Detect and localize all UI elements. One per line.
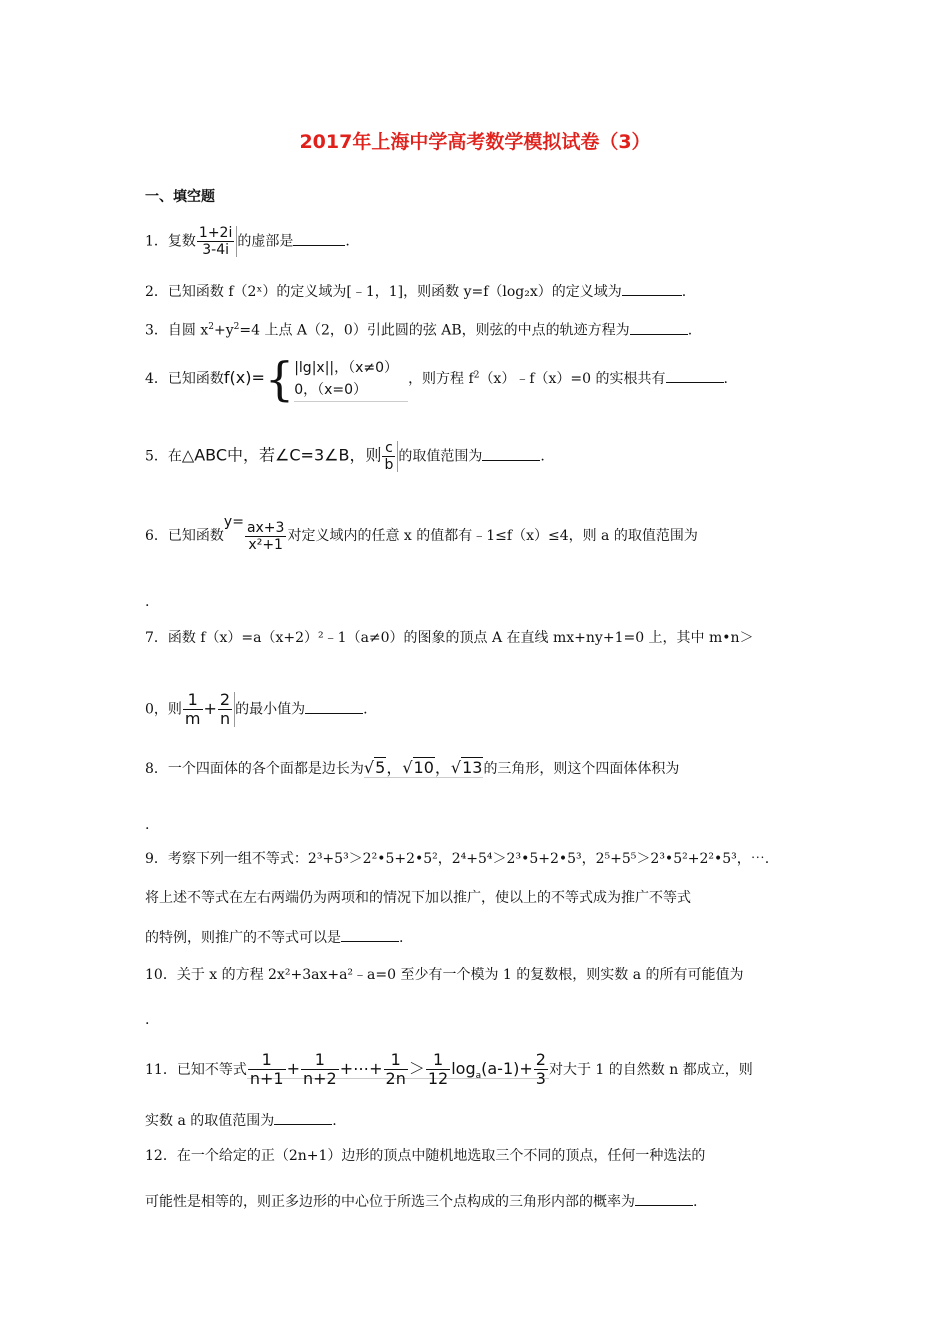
question-11-continued: [145, 1111, 337, 1131]
q6-y: y=: [223, 514, 244, 530]
page-title: 2017年上海中学高考数学模拟试卷（3）: [299, 131, 651, 153]
q12-period: .: [693, 1194, 698, 1210]
q6-period: .: [145, 594, 150, 610]
q4-brace: {: [264, 352, 295, 406]
answer-blank: [274, 1112, 332, 1125]
q1-denominator: 3-4i: [202, 242, 230, 258]
q11-frac2-den: n+2: [302, 1069, 337, 1088]
q7-period: .: [363, 701, 368, 718]
q1-period: .: [345, 233, 350, 250]
q4-text: ，则方程 f: [408, 371, 474, 387]
q11-frac1-num: 1: [248, 1052, 286, 1070]
q11-frac5-den: 3: [535, 1069, 546, 1088]
question-6: [145, 512, 698, 552]
q10-text: 10．关于 x 的方程 2x²+3ax+a²﹣a=0 至少有一个模为 1 的复数根，则实数 a 的所有可能值为: [145, 967, 744, 983]
q11-frac4-den: 12: [427, 1069, 449, 1088]
q7-frac2-num: 2: [219, 690, 231, 709]
q11-text: 对大于 1 的自然数 n 都成立，则: [548, 1062, 753, 1078]
answer-blank: [635, 1193, 693, 1206]
q4-text2: （x）﹣f（x）=0 的实根共有: [479, 371, 666, 387]
q3-text: =4 上点 A（2，0）引此圆的弦 AB，则弦的中点的轨迹方程为: [239, 322, 630, 339]
q4-case1: |lg|x||，（x≠0）: [294, 359, 399, 376]
section-heading: 一、填空题: [145, 189, 215, 205]
q4-cases: [294, 357, 408, 402]
q6-denominator: x²+1: [248, 536, 283, 553]
q2-text: 2．已知函数 f（2ˣ）的定义域为[﹣1，1]，则函数 y=f（log₂x）的定义域为: [145, 284, 622, 300]
q4-case2: 0，（x=0）: [294, 381, 368, 398]
answer-blank: [341, 929, 399, 942]
question-12-continued: [145, 1192, 697, 1212]
q5-text: 的取值范围为: [398, 448, 483, 465]
q11-gt: ＞: [408, 1059, 425, 1078]
q11-dots: +⋯+: [339, 1059, 383, 1078]
q1-prefix: 1．复数: [145, 233, 196, 250]
question-4: 4．已知函数f(x)={|lg|x||，（x≠0） 0，（x=0），则方程 $f^2(x)﹣f(x)=0$ 的实根共有 .: [145, 352, 728, 406]
q2-period: .: [681, 284, 687, 300]
question-7: [145, 628, 754, 648]
q7-plus: +: [203, 699, 217, 718]
q8-roots: √5，√10，√13: [363, 758, 483, 777]
q4-prefix: 4．已知函数: [145, 371, 224, 387]
q11-frac3-den: 2n: [385, 1069, 406, 1088]
q3-prefix: 3．自圆 x: [145, 322, 209, 339]
q8-period: .: [145, 817, 150, 833]
q11-frac2-num: 1: [301, 1052, 339, 1070]
q12-text: 12．在一个给定的正（2n+1）边形的顶点中随机地选取三个不同的顶点，任何一种选法的: [145, 1148, 706, 1164]
question-10: [145, 965, 744, 985]
q7-text2: 的最小值为: [235, 701, 306, 718]
q9-period: .: [399, 930, 404, 946]
q12-text2: 可能性是相等的，则正多边形的中心位于所选三个点构成的三角形内部的概率为: [145, 1194, 635, 1210]
q7-frac1-num: 1: [183, 692, 203, 710]
answer-blank: [622, 283, 682, 296]
q8-root1: 5: [375, 758, 386, 777]
q9-text: 9．考察下列一组不等式：2³+5³＞2²•5+2•5²，2⁴+5⁴＞2³•5+2•5³，2⁵+5⁵＞2³•5²+2²•5³，⋯.: [145, 851, 770, 867]
answer-blank: [482, 448, 540, 461]
question-2: [145, 282, 686, 302]
q4-function: f(x)=: [223, 368, 265, 387]
question-12: [145, 1146, 705, 1166]
question-10-continued: [145, 1010, 149, 1030]
q5-prefix: 5．在: [145, 448, 182, 465]
q8-text: 的三角形，则这个四面体体积为: [483, 761, 680, 777]
q8-prefix: 8．一个四面体的各个面都是边长为: [145, 761, 364, 777]
q11-frac1-den: n+1: [249, 1069, 284, 1088]
answer-blank: [666, 370, 724, 383]
q6-numerator: ax+3: [246, 519, 285, 536]
answer-blank: [630, 322, 688, 335]
q5-formula: △ABC中，若∠C=3∠B，则: [181, 445, 382, 465]
q10-period: .: [145, 1012, 150, 1028]
q4-period: .: [723, 371, 728, 387]
q7-prefix2: 0，则: [145, 701, 182, 718]
q11-formula: $\frac{1}{n+1}$ + $\frac{1}{n+2}$ +⋯+ $\frac{1}{2n}$ ＞ $\frac{1}{12}$ $\log_a(a-1)+$ $\frac{2}{3}$: [247, 1059, 549, 1079]
q11-frac3-num: 1: [384, 1052, 408, 1070]
q7-frac2-den: n: [219, 709, 231, 728]
question-5: [145, 441, 545, 472]
q5-numerator: c: [382, 441, 395, 457]
question-7-continued: [145, 692, 368, 727]
q6-prefix: 6．已知函数: [145, 528, 224, 544]
q11-text2: 实数 a 的取值范围为: [145, 1113, 275, 1129]
q5-denominator: b: [384, 457, 394, 473]
q11-frac5-num: 2: [535, 1050, 546, 1069]
q8-root2: 10: [413, 758, 434, 777]
q11-log-base: a: [475, 1071, 482, 1082]
q8-root3: 13: [462, 758, 483, 777]
q7-frac1-den: m: [184, 709, 201, 728]
q9-text3: 的特例，则推广的不等式可以是: [145, 930, 341, 946]
question-8-continued: [145, 815, 149, 835]
q5-period: .: [540, 448, 545, 465]
q6-text: 对定义域内的任意 x 的值都有﹣1≤f（x）≤4，则 a 的取值范围为: [287, 528, 698, 544]
q7-text: 7．函数 f（x）=a（x+2）²﹣1（a≠0）的图象的顶点 A 在直线 mx+ny+1=0 上，其中 m•n＞: [145, 630, 754, 646]
q9-text2: 将上述不等式在左右两端仍为两项和的情况下加以推广，使以上的不等式成为推广不等式: [145, 890, 691, 906]
question-9-line3: [145, 928, 403, 948]
q11-period: .: [332, 1113, 337, 1129]
q3-mid1: +y: [214, 322, 234, 339]
question-8: [145, 758, 679, 779]
q1-text: 的虚部是: [237, 233, 294, 250]
question-1: [145, 226, 350, 257]
q3-period: .: [687, 322, 693, 339]
question-3: 3．自圆 $x^2+y^2=4$ 上点 A（2，0）引此圆的弦 AB，则弦的中点的轨迹方程为 .: [145, 322, 693, 339]
question-9: [145, 849, 769, 869]
q11-frac4-num: 1: [426, 1052, 450, 1070]
q1-numerator: 1+2i: [198, 225, 233, 241]
q11-log: log: [451, 1059, 476, 1078]
question-6-continued: [145, 592, 149, 612]
q11-log-arg: (a-1)+: [481, 1059, 533, 1078]
answer-blank: [305, 701, 363, 714]
question-11: [145, 1052, 753, 1087]
question-9-line2: [145, 888, 691, 908]
answer-blank: [293, 233, 345, 246]
q11-prefix: 11．已知不等式: [145, 1062, 247, 1078]
